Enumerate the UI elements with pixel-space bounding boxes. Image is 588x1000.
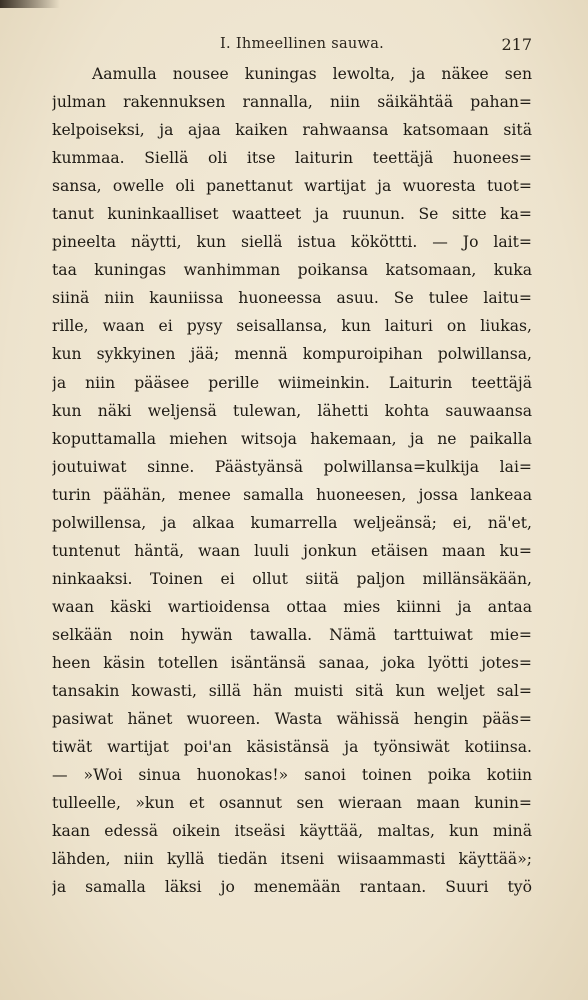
page-corner-shadow — [0, 0, 60, 8]
text-line: rille, waan ei pysy seisallansa, kun laituri on liukas, — [52, 317, 532, 336]
text-line: joutuiwat sinne. Päästyänsä polwillansa=kulkija lai= — [52, 457, 532, 476]
text-line: tuntenut häntä, waan luuli jonkun etäisen maan ku= — [52, 541, 532, 560]
text-line: tiwät wartijat poi'an käsistänsä ja työnsiwät kotiinsa. — [52, 738, 532, 757]
text-line: ninkaaksi. Toinen ei ollut siitä paljon millänsäkään, — [52, 569, 532, 588]
text-line: pineelta näytti, kun siellä istua kököttti. — Jo lait= — [52, 233, 532, 252]
page-number: 217 — [501, 35, 532, 54]
text-line: tulleelle, »kun et osannut sen wieraan maan kunin= — [52, 794, 532, 813]
text-line: siinä niin kauniissa huoneessa asuu. Se tulee laitu= — [52, 289, 532, 308]
text-line: heen käsin totellen isäntänsä sanaa, joka lyötti jotes= — [52, 653, 532, 672]
text-line: julman rakennuksen rannalla, niin säikähtää pahan= — [52, 93, 532, 112]
text-line: kelpoiseksi, ja ajaa kaiken rahwaansa katsomaan sitä — [52, 121, 532, 140]
text-line: sansa, owelle oli panettanut wartijat ja wuoresta tuot= — [52, 177, 532, 196]
text-line: tanut kuninkaalliset waatteet ja ruunun. Se sitte ka= — [52, 205, 532, 224]
text-line: kun sykkyinen jää; mennä kompuroipihan polwillansa, — [52, 345, 532, 364]
text-line: taa kuningas wanhimman poikansa katsomaan, kuka — [52, 261, 532, 280]
text-line: kaan edessä oikein itseäsi käyttää, maltas, kun minä — [52, 822, 532, 841]
text-line: waan käski wartioidensa ottaa mies kiinni ja antaa — [52, 597, 532, 616]
text-line: Aamulla nousee kuningas lewolta, ja näkee sen — [92, 65, 532, 83]
text-line: polwillensa, ja alkaa kumarrella weljeänsä; ei, nä'et, — [52, 513, 532, 532]
text-line: selkään noin hywän tawalla. Nämä tarttuiwat mie= — [52, 625, 532, 644]
text-line: ja niin pääsee perille wiimeinkin. Laiturin teettäjä — [52, 373, 532, 392]
running-title: I. Ihmeellinen sauwa. — [220, 36, 385, 52]
text-line: turin päähän, menee samalla huoneesen, jossa lankeaa — [52, 485, 532, 504]
text-line: tansakin kowasti, sillä hän muisti sitä kun weljet sal= — [52, 682, 532, 701]
text-line: — »Woi sinua huonokas!» sanoi toinen poika kotiin — [52, 766, 532, 785]
text-line: ja samalla läksi jo menemään rantaan. Suuri työ — [52, 878, 532, 897]
text-line: koputtamalla miehen witsoja hakemaan, ja ne paikalla — [52, 429, 532, 448]
text-line: kummaa. Siellä oli itse laiturin teettäjä huonees= — [52, 149, 532, 168]
page-header — [52, 32, 532, 58]
text-line: lähden, niin kyllä tiedän itseni wiisaammasti käyttää»; — [52, 850, 532, 869]
text-line: kun näki weljensä tulewan, lähetti kohta sauwaansa — [52, 401, 532, 420]
text-line: pasiwat hänet wuoreen. Wasta wähissä hengin pääs= — [52, 710, 532, 729]
body-text — [52, 60, 532, 901]
